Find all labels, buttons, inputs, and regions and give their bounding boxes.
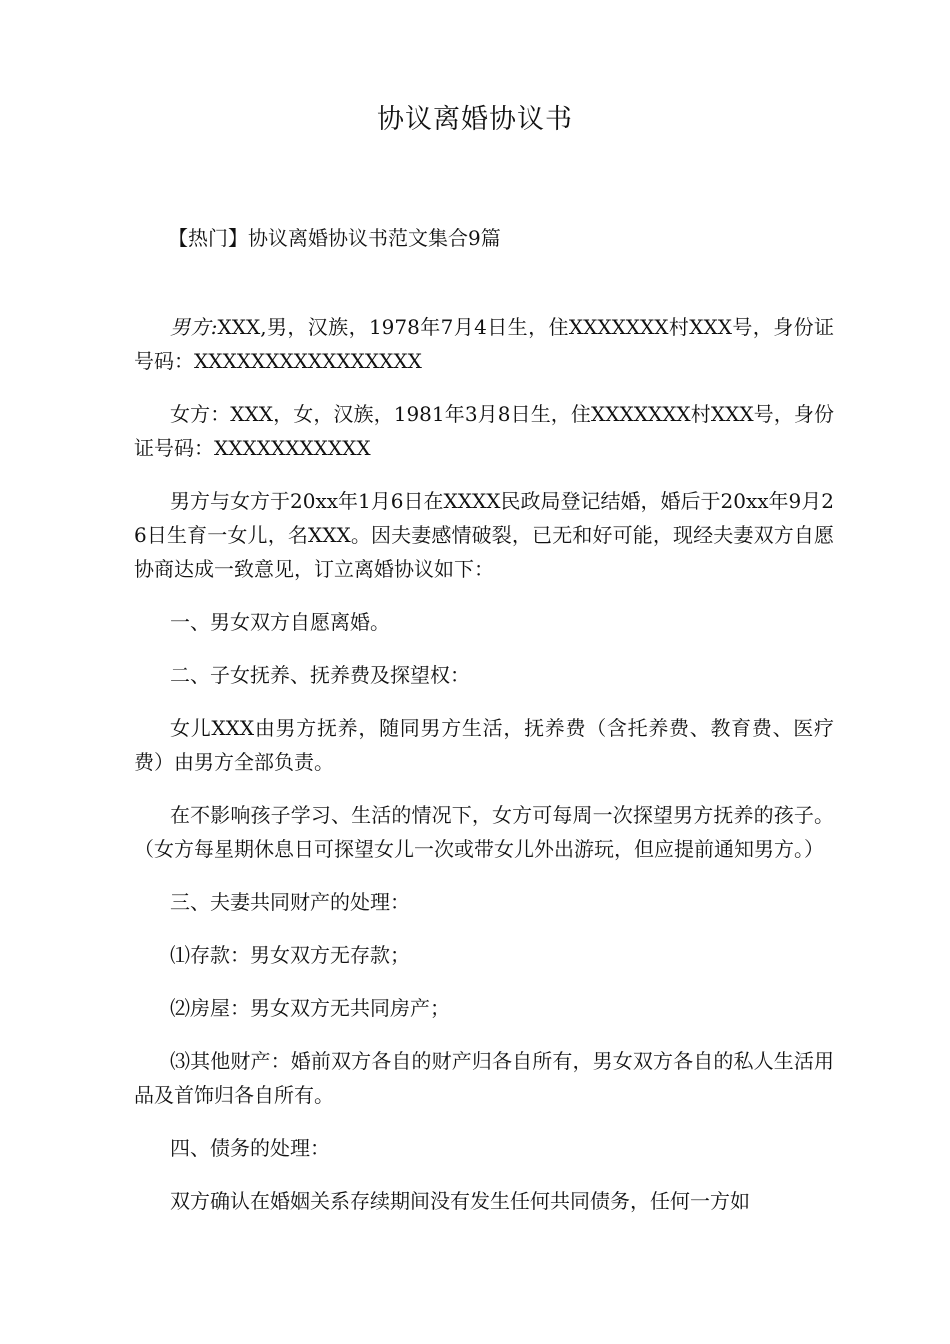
document-title: 协议离婚协议书 [377,104,573,135]
paragraph-clause-1: 一、男女双方自愿离婚。 [170,610,390,634]
paragraph-clause-3-heading: 三、夫妻共同财产的处理： [170,890,410,914]
paragraph-housing: ⑵房屋：男女双方无共同房产； [170,996,450,1020]
paragraph-marriage-background: 男方与女方于20xx年1月6日在XXXX民政局登记结婚，婚后于20xx年9月26日生育一女儿，名XXX。因夫妻感情破裂，已无和好可能，现经夫妻双方自愿协商达成一致意见，订立离婚协议如下： [134,489,834,581]
paragraph-lead: 男方: [170,315,218,339]
paragraph-custody: 女儿XXX由男方抚养，随同男方生活，抚养费（含托养费、教育费、医疗费）由男方全部负责。 [134,716,834,774]
paragraph-debts: 双方确认在婚姻关系存续期间没有发生任何共同债务，任何一方如 [170,1189,750,1213]
paragraph-deposits: ⑴存款：男女双方无存款； [170,943,410,967]
paragraph-clause-2-heading: 二、子女抚养、抚养费及探望权： [170,663,470,687]
document-subtitle: 【热门】协议离婚协议书范文集合9篇 [168,226,501,250]
paragraph-clause-4-heading: 四、债务的处理： [170,1136,330,1160]
paragraph-male-party [134,310,834,378]
paragraph-visitation: 在不影响孩子学习、生活的情况下，女方可每周一次探望男方抚养的孩子。（女方每星期休息日可探望女儿一次或带女儿外出游玩，但应提前通知男方。） [134,803,834,861]
paragraph-other-property: ⑶其他财产：婚前双方各自的财产归各自所有，男女双方各自的私人生活用品及首饰归各自所有。 [134,1049,834,1107]
paragraph-text: XXX,男，汉族，1978年7月4日生，住XXXXXXX村XXX号，身份证号码：XXXXXXXXXXXXXXXX [134,315,834,373]
document-body [134,310,834,1237]
paragraph-female-party: 女方：XXX，女，汉族，1981年3月8日生，住XXXXXXX村XXX号，身份证号码：XXXXXXXXXXX [134,402,834,460]
